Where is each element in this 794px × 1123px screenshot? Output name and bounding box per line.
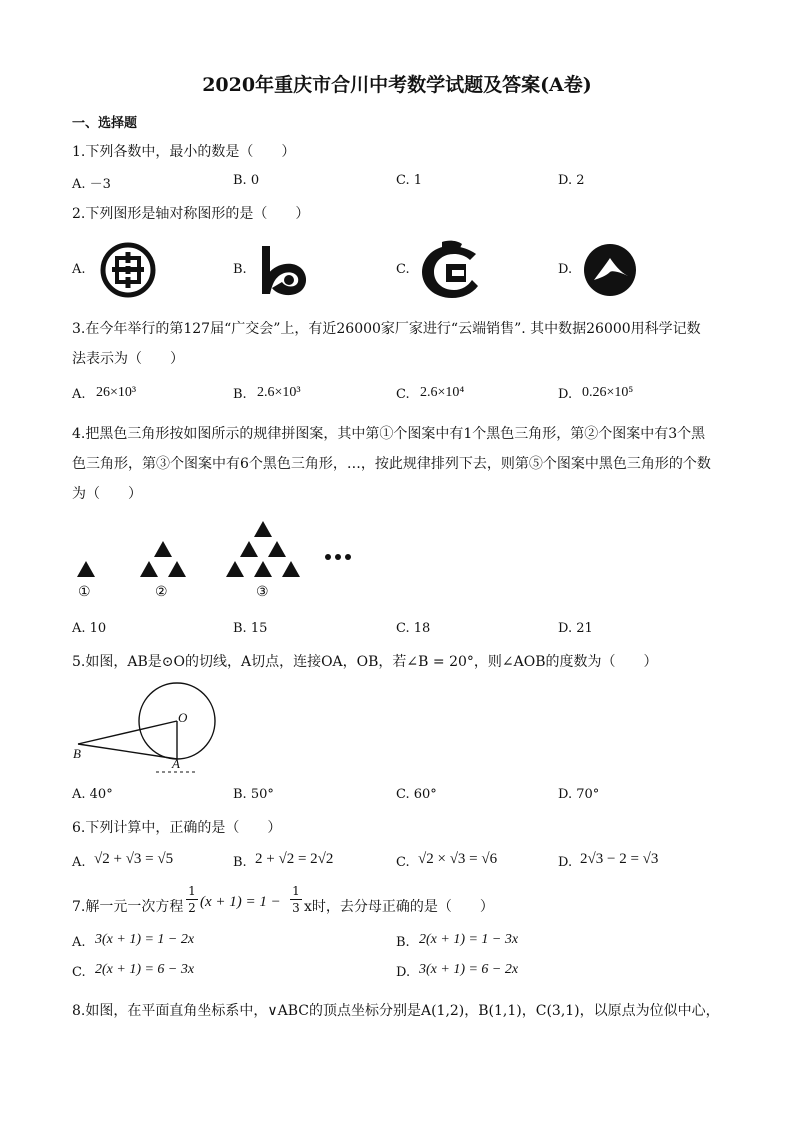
q5-option-b[interactable]: B. 50° — [233, 787, 274, 802]
question-2-stem: 2.下列图形是轴对称图形的是（ ） — [72, 206, 310, 222]
q4-option-d[interactable]: D. 21 — [558, 621, 593, 636]
q5-option-d[interactable]: D. 70° — [558, 787, 600, 802]
q7-option-c[interactable]: 2(x + 1) = 6 − 3x — [95, 962, 195, 977]
q2-option-a-label[interactable]: A. — [72, 262, 86, 277]
figure-label-2: ② — [155, 584, 168, 600]
q3-option-c-label[interactable]: C. — [396, 387, 410, 402]
tangent-circle-figure — [70, 680, 230, 780]
fraction-1-bar — [186, 899, 198, 900]
q3-option-c[interactable]: 2.6×10⁴ — [420, 385, 465, 400]
bank-b-logo-icon[interactable] — [258, 242, 310, 298]
segment-bo — [78, 721, 177, 744]
fraction-2-denominator: 3 — [292, 901, 300, 915]
q2-option-c-label[interactable]: C. — [396, 262, 410, 277]
q3-option-b-label[interactable]: B. — [233, 387, 247, 402]
figure-label-1: ① — [78, 584, 91, 600]
q7-option-d[interactable]: 3(x + 1) = 6 − 2x — [419, 962, 519, 977]
ellipsis-dot — [325, 554, 331, 560]
q3-option-d-label[interactable]: D. — [558, 387, 573, 402]
q1-option-a[interactable]: A. －3 — [72, 177, 111, 192]
q6-option-b[interactable]: 2 + √2 = 2√2 — [255, 851, 334, 867]
q6-option-a[interactable]: √2 + √3 = √5 — [94, 851, 174, 867]
triangle-mark — [77, 561, 95, 577]
q1-option-c[interactable]: C. 1 — [396, 173, 423, 188]
q7-option-b[interactable]: 2(x + 1) = 1 − 3x — [419, 932, 519, 947]
label-o: O — [178, 710, 188, 725]
triangle-mark — [254, 521, 272, 537]
q7-option-b-label[interactable]: B. — [396, 935, 410, 950]
q6-option-d-label[interactable]: D. — [558, 855, 573, 870]
q6-option-a-label[interactable]: A. — [72, 855, 86, 870]
q6-option-d[interactable]: 2√3 − 2 = √3 — [580, 851, 659, 867]
triangle-mark — [254, 561, 272, 577]
q7-option-c-label[interactable]: C. — [72, 965, 86, 980]
q3-option-a-label[interactable]: A. — [72, 387, 86, 402]
bank-c-logo-icon[interactable] — [420, 240, 480, 298]
question-7-stem-suffix: x时，去分母正确的是（ ） — [304, 899, 494, 915]
triangle-mark — [140, 561, 158, 577]
question-7-stem-prefix: 7.解一元一次方程 — [72, 899, 184, 915]
q7-option-a-label[interactable]: A. — [72, 935, 86, 950]
triangle-pattern-figure — [70, 515, 360, 610]
q3-option-a[interactable]: 26×10³ — [96, 385, 137, 400]
icbc-logo-icon[interactable] — [100, 242, 156, 298]
question-1-stem: 1.下列各数中，最小的数是（ ） — [72, 144, 296, 160]
triangle-mark — [268, 541, 286, 557]
ellipsis-dot — [345, 554, 351, 560]
segment-ba — [78, 744, 177, 759]
page-title: 2020年重庆市合川中考数学试题及答案(A卷) — [202, 74, 592, 96]
question-7-stem-middle: (x + 1) = 1 − — [200, 894, 281, 910]
q4-option-c[interactable]: C. 18 — [396, 621, 431, 636]
question-4-stem-line3: 为（ ） — [72, 486, 142, 502]
q5-option-a[interactable]: A. 40° — [72, 787, 113, 802]
fraction-2-numerator: 1 — [292, 884, 300, 898]
label-a: A — [172, 756, 180, 771]
triangle-mark — [240, 541, 258, 557]
triangle-mark — [282, 561, 300, 577]
fraction-1-numerator: 1 — [188, 884, 196, 898]
q5-option-c[interactable]: C. 60° — [396, 787, 437, 802]
ellipsis-dot — [335, 554, 341, 560]
triangle-mark — [168, 561, 186, 577]
triangle-mark — [226, 561, 244, 577]
q6-option-c-label[interactable]: C. — [396, 855, 410, 870]
q1-option-b[interactable]: B. 0 — [233, 173, 260, 188]
fraction-1-denominator: 2 — [188, 901, 196, 915]
question-6-stem: 6.下列计算中，正确的是（ ） — [72, 820, 282, 836]
question-3-stem-line2: 法表示为（ ） — [72, 351, 184, 367]
q7-option-d-label[interactable]: D. — [396, 965, 411, 980]
label-b: B — [73, 746, 81, 761]
q1-option-d[interactable]: D. 2 — [558, 173, 585, 188]
q2-option-b-label[interactable]: B. — [233, 262, 247, 277]
section-heading: 一、选择题 — [72, 116, 138, 131]
question-3-stem-line1: 3.在今年举行的第127届“广交会”上，有近26000家厂家进行“云端销售”. 其中数据26000用科学记数 — [72, 321, 701, 337]
bank-d-logo-icon[interactable] — [582, 242, 638, 298]
q2-option-d-label[interactable]: D. — [558, 262, 573, 277]
question-8-stem: 8.如图，在平面直角坐标系中，∨ABC的顶点坐标分别是A(1,2)，B(1,1)，C(3,1)，以原点为位似中心， — [72, 1003, 720, 1019]
fraction-2-bar — [290, 899, 302, 900]
question-5-stem: 5.如图，AB是⊙O的切线，A切点，连接OA，OB，若∠B = 20°，则∠AOB的度数为（ ） — [72, 654, 658, 670]
figure-label-3: ③ — [256, 584, 269, 600]
q6-option-c[interactable]: √2 × √3 = √6 — [418, 851, 498, 867]
q3-option-d[interactable]: 0.26×10⁵ — [582, 385, 634, 400]
q4-option-b[interactable]: B. 15 — [233, 621, 268, 636]
question-4-stem-line1: 4.把黑色三角形按如图所示的规律拼图案，其中第①个图案中有1个黑色三角形，第②个图案中有3个黑 — [72, 426, 706, 442]
q7-option-a[interactable]: 3(x + 1) = 1 − 2x — [95, 932, 195, 947]
q6-option-b-label[interactable]: B. — [233, 855, 247, 870]
question-4-stem-line2: 色三角形，第③个图案中有6个黑色三角形，…，按此规律排列下去，则第⑤个图案中黑色三角形的个数 — [72, 456, 711, 472]
q3-option-b[interactable]: 2.6×10³ — [257, 385, 301, 400]
triangle-mark — [154, 541, 172, 557]
q4-option-a[interactable]: A. 10 — [72, 621, 107, 636]
